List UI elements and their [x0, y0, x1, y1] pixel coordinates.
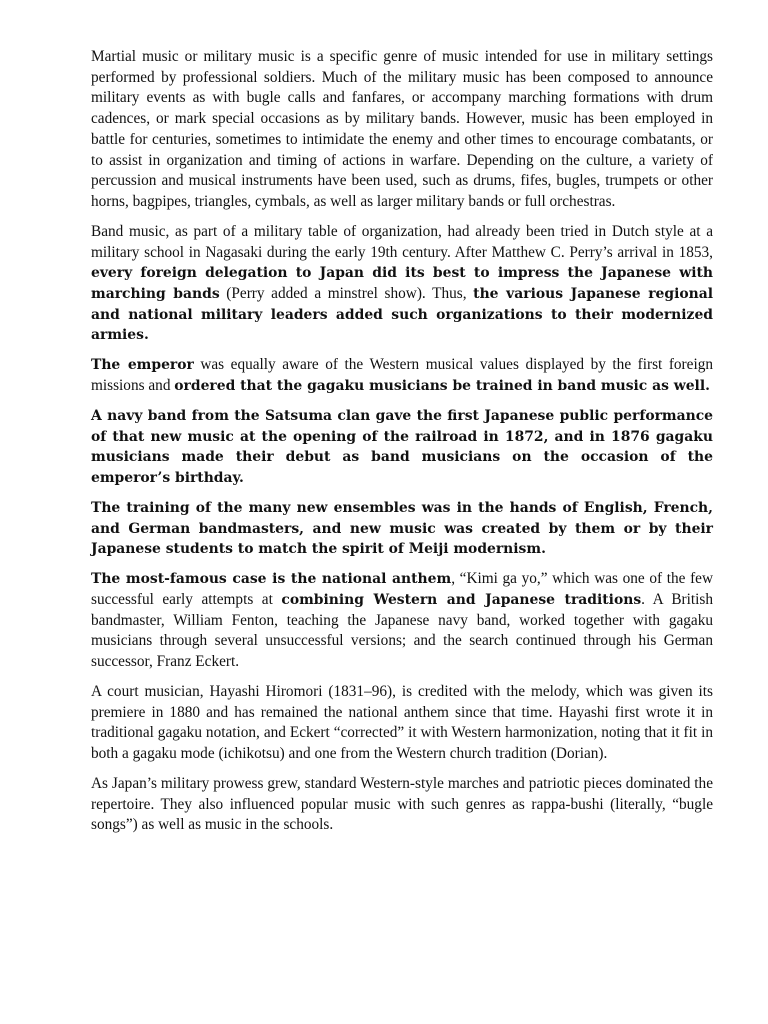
paragraph-2 [91, 222, 713, 346]
document-body [91, 47, 713, 845]
text-segment: (Perry added a minstrel show). Thus, [219, 284, 474, 302]
bold-text-segment: The emperor [91, 357, 194, 374]
paragraph-8 [91, 774, 713, 836]
text-segment: , “Kimi ga yo,” which was one of the few successful early attempts at [91, 570, 714, 608]
bold-text-segment: every foreign delegation to Japan did its best to impress the Japanese with marching bands [91, 265, 713, 302]
paragraph-3 [91, 355, 713, 396]
paragraph-6 [91, 569, 713, 673]
paragraph-7 [91, 682, 713, 765]
bold-text-segment: combining Western and Japanese traditions [281, 591, 642, 608]
text-segment: As Japan’s military prowess grew, standard Western-style marches and patriotic pieces dominated the repertoire. They also influenced popular music with such genres as rappa-bushi (literally, “bugle songs”) as well as music in the schools. [91, 774, 713, 834]
text-segment: was equally aware of the Western musical values displayed by the first foreign missions and [91, 356, 713, 394]
text-segment: . A British bandmaster, William Fenton, teaching the Japanese navy band, worked together with gagaku musicians through several unsuccessful versions; and the search continued through his German successor, Franz Eckert. [91, 590, 713, 670]
bold-text-segment: The training of the many new ensembles was in the hands of English, French, and German bandmasters, and new music was created by them or by their Japanese students to match the spirit of Meiji modernism. [91, 499, 713, 558]
paragraph-4 [91, 406, 713, 489]
text-segment: Band music, as part of a military table of organization, had already been tried in Dutch style at a military school in Nagasaki during the early 19th century. After Matthew C. Perry’s arrival in 1853, [91, 222, 713, 261]
paragraph-5 [91, 498, 713, 560]
bold-text-segment: A navy band from the Satsuma clan gave the first Japanese public performance of that new music at the opening of the railroad in 1872, and in 1876 gagaku musicians made their debut as band musicians on the occasion of the emperor’s birthday. [91, 407, 713, 486]
paragraph-1 [91, 47, 713, 213]
bold-text-segment: The most-famous case is the national anthem [91, 571, 452, 588]
text-segment: Martial music or military music is a specific genre of music intended for use in military settings performed by professional soldiers. Much of the military music has been composed to announce military events as with bugle calls and fanfares, or accompany marching formations with drum cadences, or mark special occasions as by military bands. However, music has been employed in battle for centuries, sometimes to intimidate the enemy and other times to encourage combatants, or to assist in organization and timing of actions in warfare. Depending on the culture, a variety of percussion and musical instruments have been used, such as drums, fifes, bugles, trumpets or other horns, bagpipes, triangles, cymbals, as well as larger military bands or full orchestras. [91, 48, 713, 210]
text-segment: A court musician, Hayashi Hiromori (1831–96), is credited with the melody, which was given its premiere in 1880 and has remained the national anthem since that time. Hayashi first wrote it in traditional gagaku notation, and Eckert “corrected” it with Western harmonization, noting that it fit in both a gagaku mode (ichikotsu) and one from the Western church tradition (Dorian). [91, 682, 713, 762]
bold-text-segment: ordered that the gagaku musicians be trained in band music as well. [174, 377, 710, 394]
bold-text-segment: the various Japanese regional and national military leaders added such organizations to their modernized armies. [91, 285, 713, 344]
